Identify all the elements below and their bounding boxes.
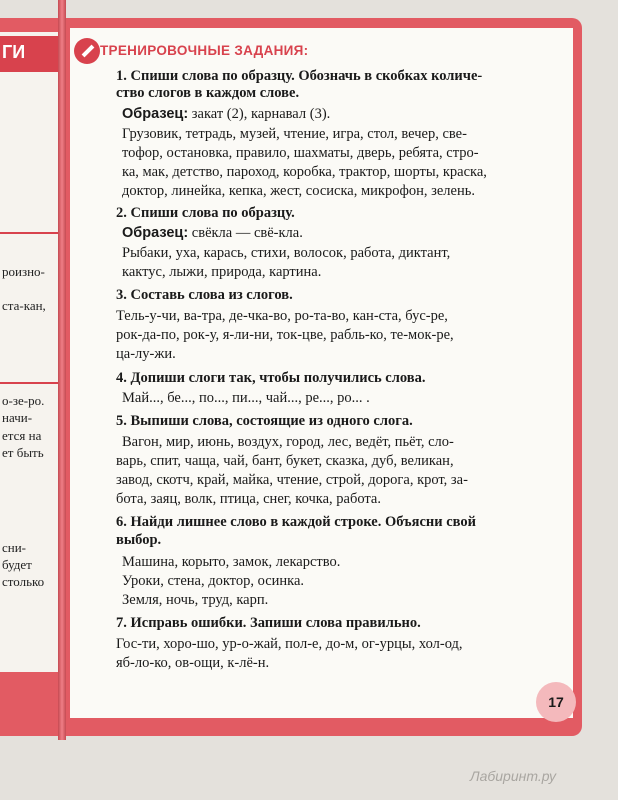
sample-text: закат (2), карнавал (3).	[188, 106, 331, 122]
page-number: 17	[536, 682, 576, 722]
sample-label: Образец:	[122, 106, 189, 122]
task-title: Исправь ошибки. Запиши слова правильно.	[130, 615, 421, 631]
task-number: 6.	[116, 514, 127, 530]
task-number: 4.	[116, 370, 127, 386]
task-number: 7.	[116, 615, 127, 631]
left-fragment: ста-кан,	[2, 298, 46, 313]
task-title: Допиши слоги так, чтобы получились слова.	[130, 370, 426, 386]
task-number: 5.	[116, 413, 127, 429]
task-title: Спиши слова по образцу.	[130, 205, 295, 221]
book-spine	[58, 0, 66, 740]
task-line: Грузовик, тетрадь, музей, чтение, игра, стол, вечер, све-	[122, 126, 467, 142]
task-line: кактус, лыжи, природа, картина.	[122, 264, 322, 280]
watermark: Лабиринт.ру	[470, 768, 557, 784]
task-line: бота, заяц, волк, птица, снег, кочка, работа.	[116, 491, 381, 507]
task-number: 1.	[116, 68, 127, 84]
task-5-title	[116, 413, 413, 430]
task-line: ца-лу-жи.	[116, 346, 176, 362]
task-3-title	[116, 287, 293, 304]
task-line: ка, мак, детство, пароход, коробка, трактор, шорты, краска,	[122, 164, 487, 180]
page-title: ТРЕНИРОВОЧНЫЕ ЗАДАНИЯ:	[100, 43, 309, 58]
task-title: Составь слова из слогов.	[130, 287, 293, 303]
task-line: доктор, линейка, кепка, жест, сосиска, микрофон, зелень.	[122, 183, 475, 199]
task-line: Гос-ти, хоро-шо, ур-о-жай, пол-е, до-м, ог-урцы, хол-од,	[116, 636, 463, 652]
left-fragment: начи-	[2, 410, 33, 425]
task-title: Спиши слова по образцу. Обозначь в скобках количе-	[130, 68, 483, 84]
task-line: Рыбаки, уха, карась, стихи, волосок, работа, диктант,	[122, 245, 451, 261]
task-1-sample	[122, 106, 330, 123]
task-1-title	[116, 68, 482, 85]
task-6-title	[116, 514, 476, 531]
task-line: Земля, ночь, труд, карп.	[122, 592, 269, 608]
task-2-title	[116, 205, 295, 222]
task-line: завод, скотч, край, майка, чтение, строй, дорога, крот, за-	[116, 472, 468, 488]
left-fragment: сни-	[2, 540, 27, 555]
sample-text: свёкла — свё-кла.	[188, 225, 303, 241]
left-page	[0, 32, 58, 672]
task-title: Выпиши слова, состоящие из одного слога.	[130, 413, 413, 429]
left-fragment: ет быть	[2, 445, 44, 460]
task-line: варь, спит, чаща, чай, бант, букет, сказка, дуб, великан,	[116, 453, 454, 469]
left-fragment: о-зе-ро.	[2, 393, 45, 408]
task-line: Май..., бе..., по..., пи..., чай..., ре..., ро... .	[122, 390, 370, 406]
sample-label: Образец:	[122, 225, 189, 241]
task-7-title	[116, 615, 421, 632]
task-line: рок-да-по, рок-у, я-ли-ни, ток-цве, рабль-ко, те-мок-ре,	[116, 327, 454, 343]
task-line: Вагон, мир, июнь, воздух, город, лес, ведёт, пьёт, сло-	[122, 434, 454, 450]
left-fragment: будет	[2, 557, 32, 572]
task-number: 3.	[116, 287, 127, 303]
left-fragment: роизно-	[2, 264, 45, 279]
task-line: Тель-у-чи, ва-тра, де-чка-во, ро-та-во, кан-ста, бус-ре,	[116, 308, 448, 324]
task-line: яб-ло-ко, ов-ощи, к-лё-н.	[116, 655, 270, 671]
left-fragment: столько	[2, 574, 45, 589]
task-line: Машина, корыто, замок, лекарство.	[122, 554, 341, 570]
task-1-title-cont: ство слогов в каждом слове.	[116, 85, 300, 101]
task-title: Найди лишнее слово в каждой строке. Объясни свой	[130, 514, 477, 530]
task-6-title-cont: выбор.	[116, 532, 162, 548]
task-line: тофор, остановка, правило, шахматы, дверь, ребята, стро-	[122, 145, 479, 161]
pencil-icon	[74, 38, 100, 64]
main-page	[70, 28, 573, 718]
task-2-sample	[122, 225, 303, 242]
task-4-title	[116, 370, 425, 387]
task-number: 2.	[116, 205, 127, 221]
left-fragment: ется на	[2, 428, 42, 443]
left-page-tab: ГИ	[0, 36, 58, 72]
task-line: Уроки, стена, доктор, осинка.	[122, 573, 305, 589]
